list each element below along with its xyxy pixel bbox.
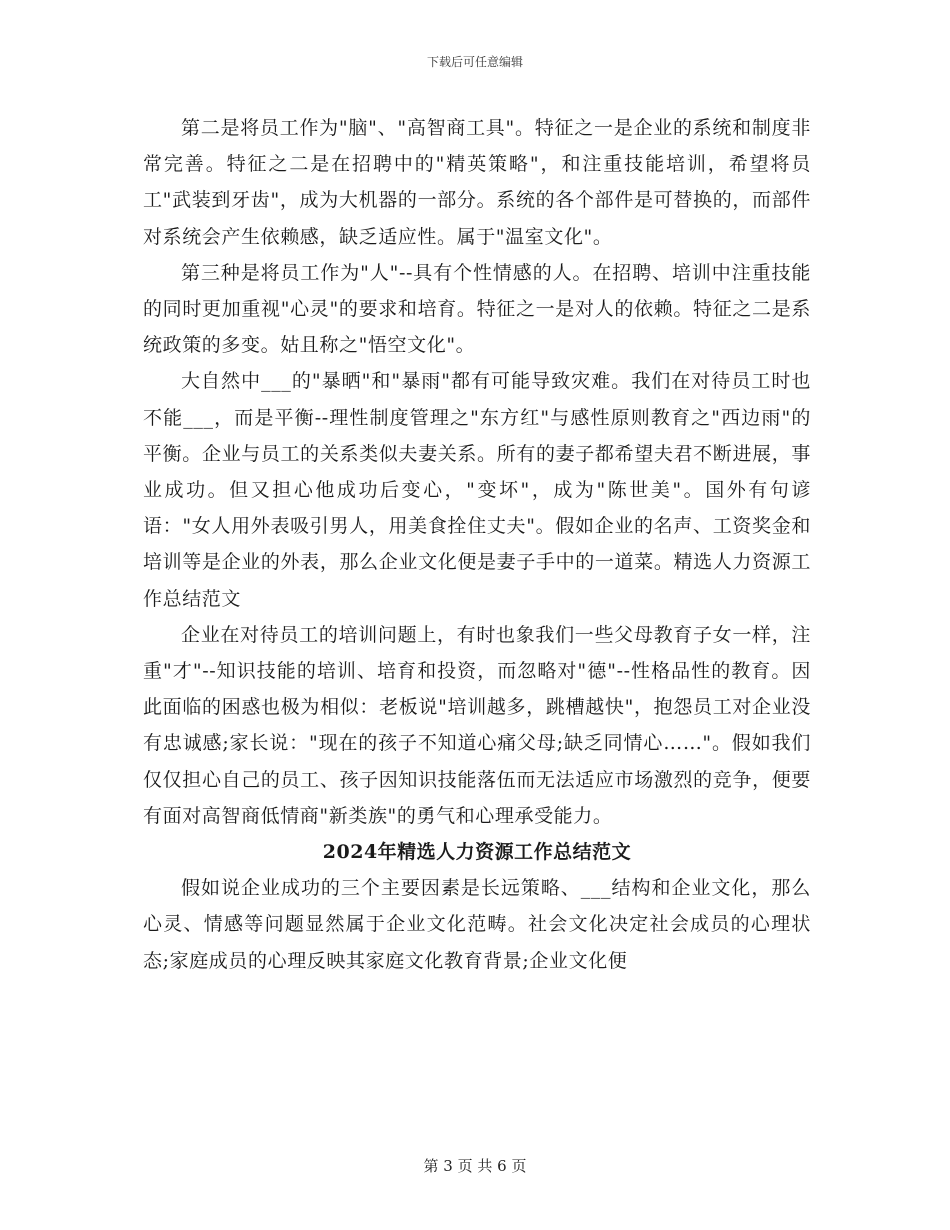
paragraph: 假如说企业成功的三个主要因素是长远策略、___结构和企业文化，那么心灵、情感等问题显然属于企业文化范畴。社会文化决定社会成员的心理状态;家庭成员的心理反映其家庭文化教育背景;企业文化便 (143, 877, 811, 972)
paragraph: 企业在对待员工的培训问题上，有时也象我们一些父母教育子女一样，注重"才"--知识技能的培训、培育和投资，而忽略对"德"--性格品性的教育。因此面临的困惑也极为相似：老板说"培训越多，跳槽越快"，抱怨员工对企业没有忠诚感;家长说："现在的孩子不知道心痛父母;缺乏同情心……"。假如我们仅仅担心自己的员工、孩子因知识技能落伍而无法适应市场激烈的竞争，便要有面对高智商低情商"新类族"的勇气和心理承受能力。 (143, 623, 811, 827)
page-number: 第 3 页 共 6 页 (423, 1157, 527, 1175)
page-header: 下载后可任意编辑 (426, 55, 523, 69)
paragraph: 大自然中___的"暴晒"和"暴雨"都有可能导致灾难。我们在对待员工时也不能___，而是平衡--理性制度管理之"东方红"与感性原则教育之"西边雨"的平衡。企业与员工的关系类似夫妻关系。所有的妻子都希望夫君不断进展，事业成功。但又担心他成功后变心，"变坏"，成为"陈世美"。国外有句谚语："女人用外表吸引男人，用美食拴住丈夫"。假如企业的名声、工资奖金和培训等是企业的外表，那么企业文化便是妻子手中的一道菜。精选人力资源工作总结范文 (143, 370, 811, 610)
section-title: 2024年精选人力资源工作总结范文 (322, 841, 632, 864)
document-body (143, 110, 811, 979)
paragraph: 第三种是将员工作为"人"--具有个性情感的人。在招聘、培训中注重技能的同时更加重视"心灵"的要求和培育。特征之一是对人的依赖。特征之二是系统政策的多变。姑且称之"悟空文化"。 (143, 261, 811, 357)
paragraph: 第二是将员工作为"脑"、"高智商工具"。特征之一是企业的系统和制度非常完善。特征之二是在招聘中的"精英策略"，和注重技能培训，希望将员工"武装到牙齿"，成为大机器的一部分。系统的各个部件是可替换的，而部件对系统会产生依赖感，缺乏适应性。属于"温室文化"。 (143, 117, 811, 248)
